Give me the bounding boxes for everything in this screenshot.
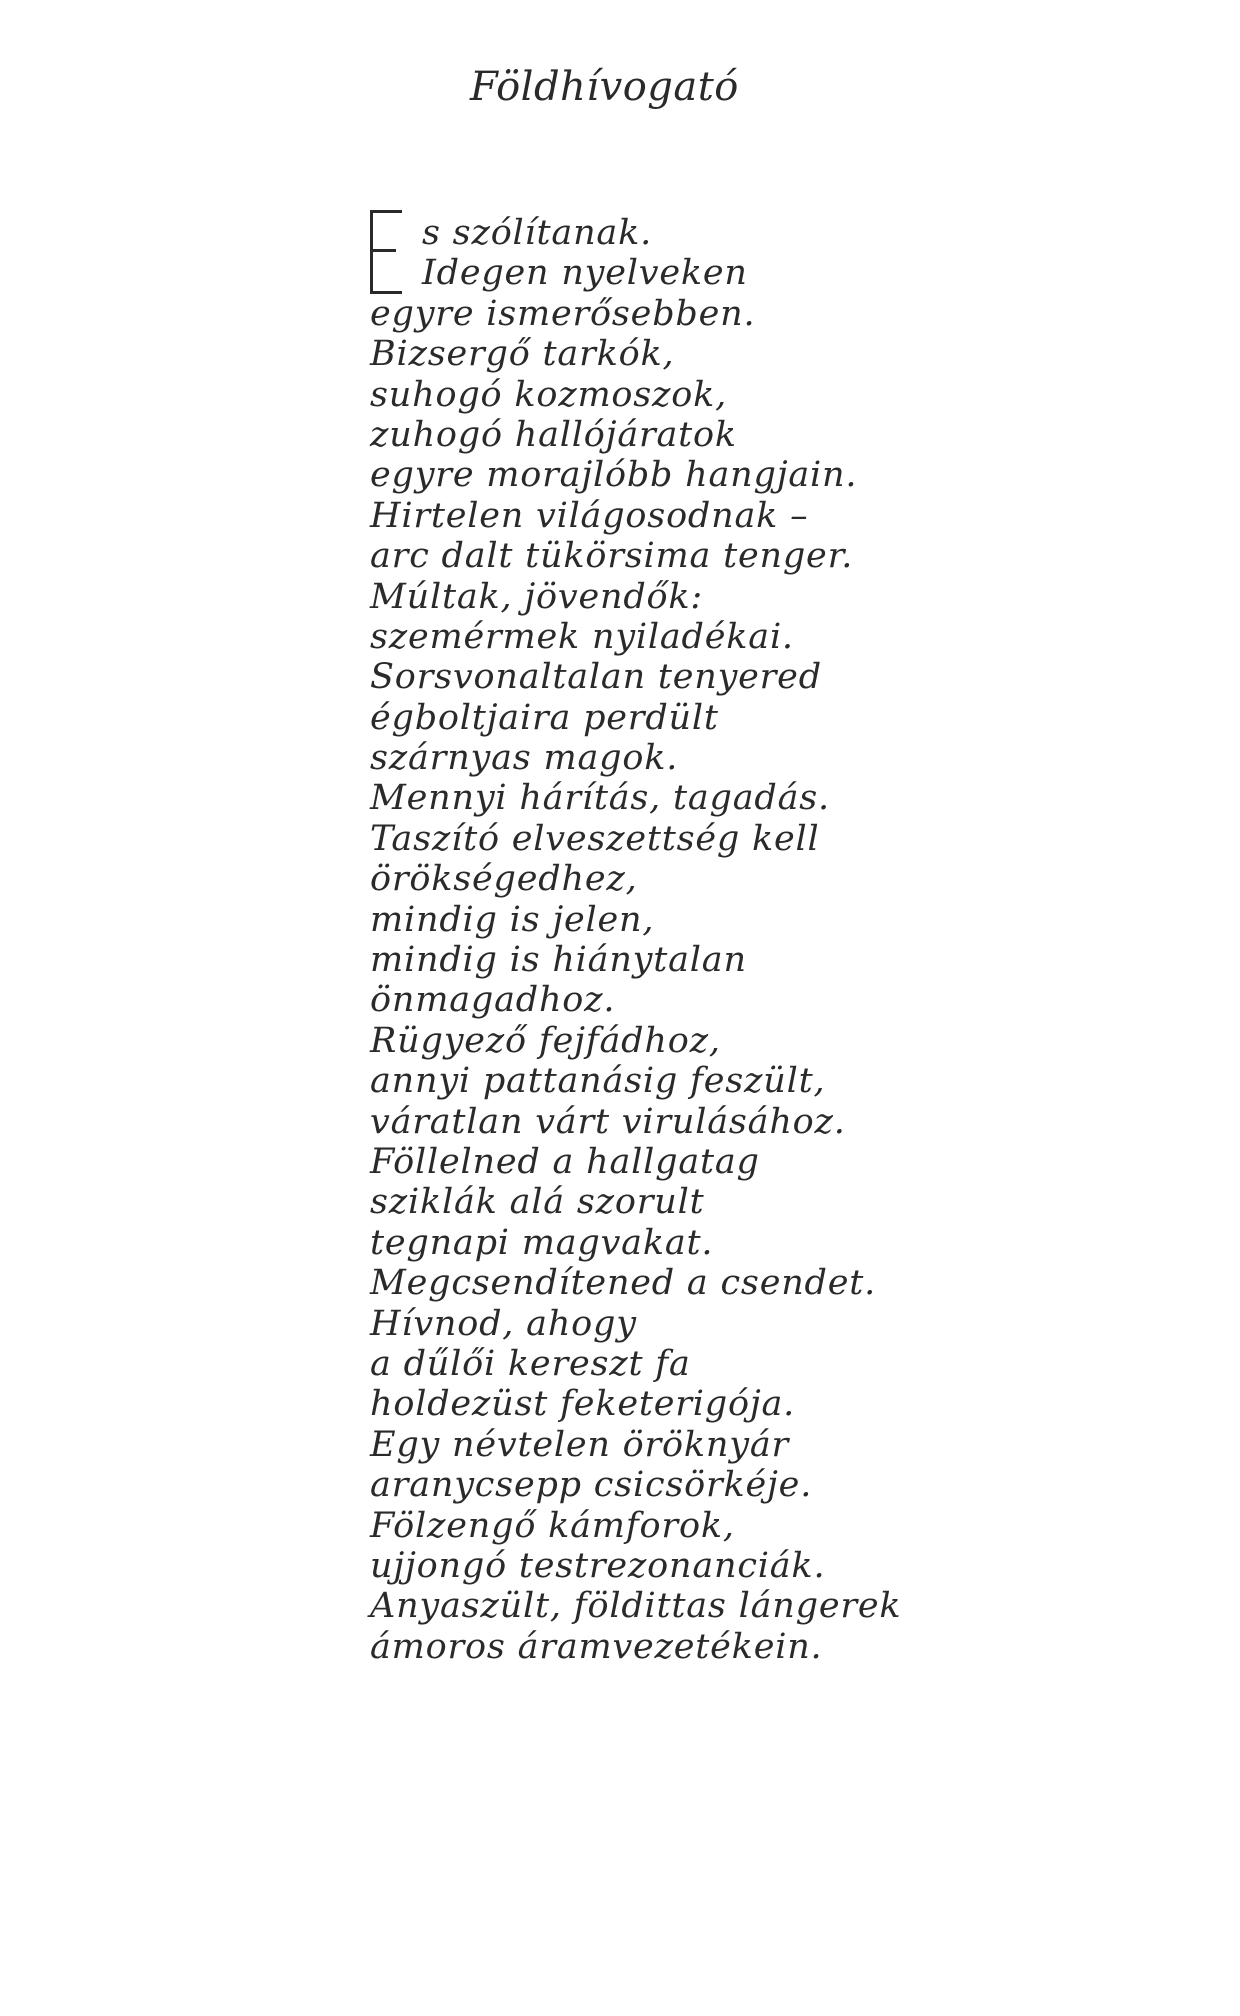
poem-line: suhogó kozmoszok,: [370, 374, 728, 415]
poem-line: ujjongó testrezonanciák.: [370, 1545, 826, 1586]
poem-line: Mennyi hárítás, tagadás.: [370, 778, 830, 819]
poem-line: Egy névtelen öröknyár: [370, 1424, 790, 1465]
poem-title: Földhívogató: [470, 64, 739, 110]
poem-line: mindig is jelen,: [370, 899, 655, 940]
poem-line: szemérmek nyiladékai.: [370, 616, 794, 657]
poem-line: zuhogó hallójáratok: [370, 414, 737, 455]
poem-body: [370, 213, 970, 1667]
poem-line: Sorsvonaltalan tenyered: [370, 657, 822, 698]
poem-line: egyre morajlóbb hangjain.: [370, 455, 858, 496]
poem-line: a dűlői kereszt fa: [370, 1343, 691, 1384]
poem-line: ámoros áramvezetékein.: [370, 1626, 823, 1667]
poem-line: sziklák alá szorult: [370, 1182, 705, 1223]
poem-line: Hirtelen világosodnak –: [370, 495, 809, 536]
poem-line: arc dalt tükörsima tenger.: [370, 536, 854, 577]
poem-line: Hívnod, ahogy: [370, 1303, 637, 1344]
poem-line: Fölzengő kámforok,: [370, 1505, 735, 1546]
poem-line: holdezüst feketerigója.: [370, 1384, 796, 1425]
poem-line: egyre ismerősebben.: [370, 293, 756, 334]
poem-line: szárnyas magok.: [370, 738, 679, 779]
poem-line: mindig is hiánytalan: [370, 940, 747, 981]
poem-line: tegnapi magvakat.: [370, 1222, 714, 1263]
poem-line: önmagadhoz.: [370, 980, 616, 1021]
poem-line: Megcsendítened a csendet.: [370, 1263, 877, 1304]
poem-line: Bizsergő tarkók,: [370, 334, 675, 375]
poem-line: s szólítanak.: [422, 213, 653, 253]
poem-line: örökségedhez,: [370, 859, 638, 900]
poem-line: aranycsepp csicsörkéje.: [370, 1465, 813, 1506]
poem-line: Anyaszült, földittas lángerek: [370, 1586, 902, 1627]
poem-line: Múltak, jövendők:: [370, 576, 703, 617]
poem-line: váratlan várt virulásához.: [370, 1101, 846, 1142]
poem-line: annyi pattanásig feszült,: [370, 1061, 826, 1102]
poem-line: Föllelned a hallgatag: [370, 1141, 760, 1182]
poem-line: Taszító elveszettség kell: [370, 818, 820, 859]
poem-line: Rügyező fejfádhoz,: [370, 1020, 721, 1061]
poem-line: égboltjaira perdült: [370, 697, 719, 738]
poem-line: Idegen nyelveken: [422, 253, 748, 294]
